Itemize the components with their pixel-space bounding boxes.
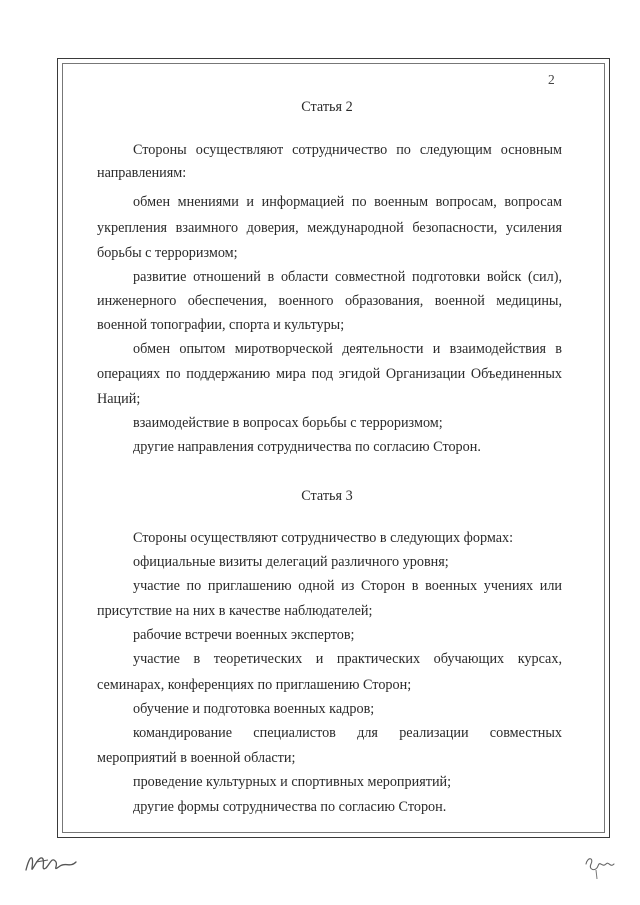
- article-2-line: направлениям:: [97, 165, 187, 181]
- article-2-line: обмен мнениями и информацией по военным вопросам, вопросам: [133, 194, 562, 210]
- initials-signature-left: [22, 848, 82, 878]
- article-2-line: борьбы с терроризмом;: [97, 245, 238, 261]
- article-3-line: официальные визиты делегаций различного уровня;: [133, 554, 449, 570]
- article-2-heading: Статья 2: [301, 99, 353, 115]
- article-3-line: мероприятий в военной области;: [97, 750, 296, 766]
- article-3-line: участие в теоретических и практических обучающих курсах,: [133, 651, 562, 667]
- article-3-line: Стороны осуществляют сотрудничество в следующих формах:: [133, 530, 514, 546]
- article-2-line: операциях по поддержанию мира под эгидой Организации Объединенных: [97, 366, 562, 382]
- article-3-line: присутствие на них в качестве наблюдателей;: [97, 603, 373, 619]
- article-3-line: рабочие встречи военных экспертов;: [133, 627, 355, 643]
- article-3-line: проведение культурных и спортивных мероприятий;: [133, 774, 452, 790]
- article-2-line: укрепления взаимного доверия, международной безопасности, усиления: [97, 220, 562, 236]
- page-number: 2: [548, 72, 555, 87]
- initials-signature-right: [582, 852, 622, 882]
- article-3-line: командирование специалистов для реализации совместных: [133, 725, 562, 741]
- article-2-line: военной топографии, спорта и культуры;: [97, 317, 345, 333]
- article-3-line: другие формы сотрудничества по согласию Сторон.: [133, 799, 447, 815]
- article-2-line: обмен опытом миротворческой деятельности и взаимодействия в: [133, 341, 562, 357]
- article-2-line: Стороны осуществляют сотрудничество по следующим основным: [133, 142, 562, 158]
- article-3-line: участие по приглашению одной из Сторон в военных учениях или: [133, 578, 562, 594]
- article-2-line: инженерного обеспечения, военного образования, военной медицины,: [97, 293, 562, 309]
- article-2-line: Наций;: [97, 391, 141, 407]
- article-3-line: обучение и подготовка военных кадров;: [133, 701, 375, 717]
- article-3-heading: Статья 3: [301, 488, 353, 504]
- article-2-line: развитие отношений в области совместной подготовки войск (сил),: [133, 269, 562, 285]
- article-3-line: семинарах, конференциях по приглашению Сторон;: [97, 677, 412, 693]
- article-2-line: взаимодействие в вопросах борьбы с терроризмом;: [133, 415, 443, 431]
- article-2-line: другие направления сотрудничества по согласию Сторон.: [133, 439, 481, 455]
